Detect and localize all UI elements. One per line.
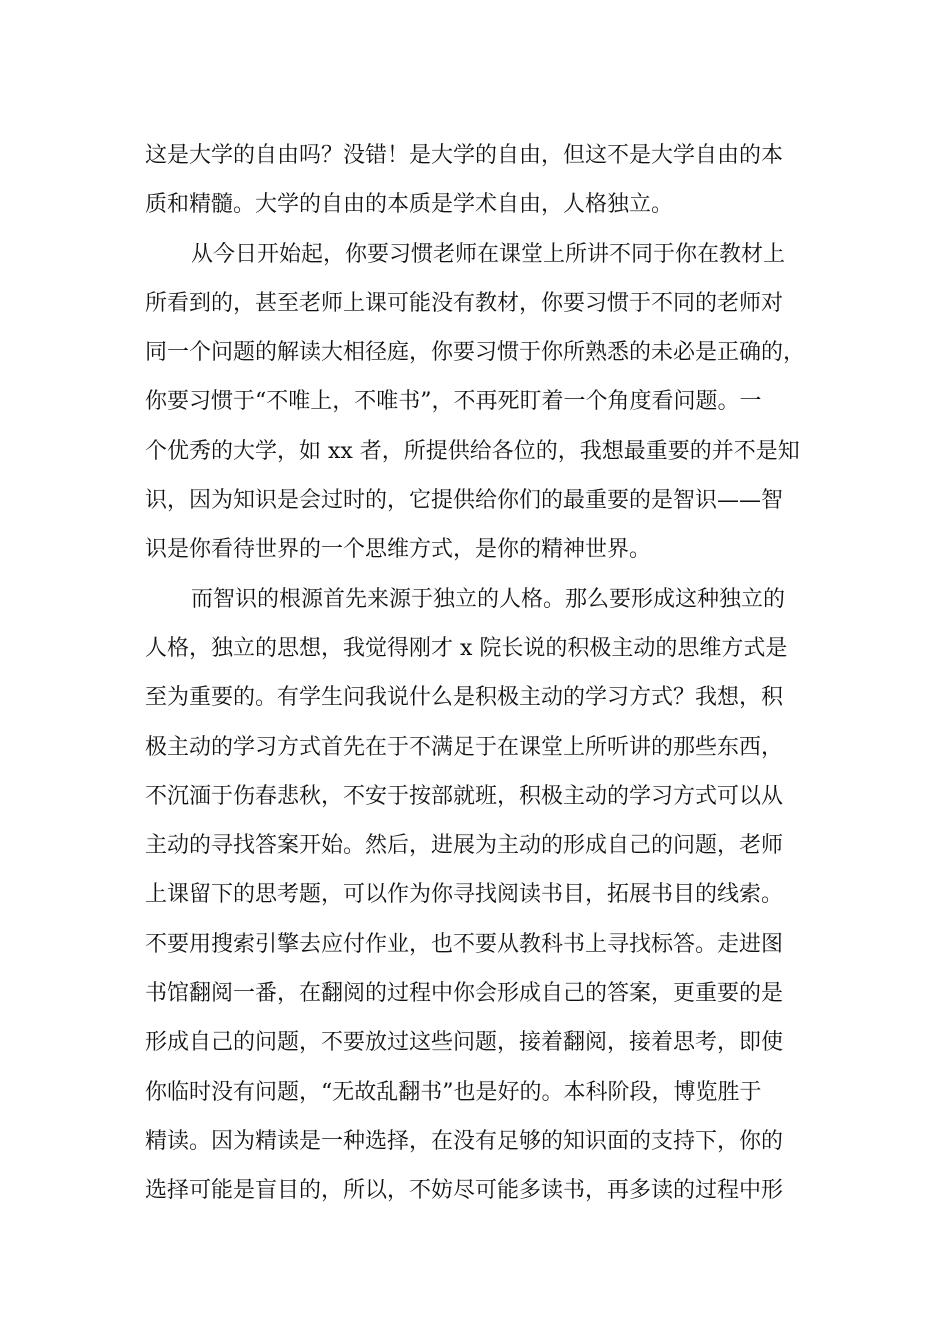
text-line: 质和精髓。大学的自由的本质是学术自由，人格独立。 [145,192,674,218]
text-line: 识，因为知识是会过时的，它提供给你们的最重要的是智识——智 [145,488,784,514]
text-line: 主动的寻找答案开始。然后，进展为主动的形成自己的问题，老师 [145,833,784,859]
text-line: 选择可能是盲目的，所以，不妨尽可能多读书，再多读的过程中形 [145,1178,784,1204]
text-line: 不沉湎于伤春悲秋，不安于按部就班，积极主动的学习方式可以从 [145,783,784,809]
paragraph-start-line: 而智识的根源首先来源于独立的人格。那么要形成这种独立的 [191,586,786,612]
text-line: 人格，独立的思想，我觉得刚才 x 院长说的积极主动的思维方式是 [145,635,788,661]
text-line: 上课留下的思考题，可以作为你寻找阅读书目，拓展书目的线索。 [145,882,784,908]
text-line: 形成自己的问题，不要放过这些问题，接着翻阅，接着思考，即使 [145,1030,784,1056]
text-line: 精读。因为精读是一种选择，在没有足够的知识面的支持下，你的 [145,1128,784,1154]
text-line: 极主动的学习方式首先在于不满足于在课堂上所听讲的那些东西， [145,734,784,760]
text-line: 不要用搜索引擎去应付作业，也不要从教科书上寻找标答。走进图 [145,931,784,957]
text-line: 个优秀的大学，如 xx 者，所提供给各位的，我想最重要的并不是知 [145,438,800,464]
text-line: 识是你看待世界的一个思维方式，是你的精神世界。 [145,537,652,563]
paragraph-start-line: 从今日开始起，你要习惯老师在课堂上所讲不同于你在教材上 [191,241,786,267]
text-line: 你要习惯于“不唯上，不唯书”，不再死盯着一个角度看问题。一 [145,389,762,415]
text-line: 至为重要的。有学生问我说什么是积极主动的学习方式？我想，积 [145,685,784,711]
text-line: 书馆翻阅一番，在翻阅的过程中你会形成自己的答案，更重要的是 [145,981,784,1007]
text-line: 所看到的，甚至老师上课可能没有教材，你要习惯于不同的老师对 [145,290,784,316]
text-line: 你临时没有问题，“无故乱翻书”也是好的。本科阶段，博览胜于 [145,1079,762,1105]
body-text [145,131,815,1216]
text-line: 这是大学的自由吗？没错！是大学的自由，但这不是大学自由的本 [145,143,784,168]
text-line: 同一个问题的解读大相径庭，你要习惯于你所熟悉的未必是正确的， [145,340,806,366]
